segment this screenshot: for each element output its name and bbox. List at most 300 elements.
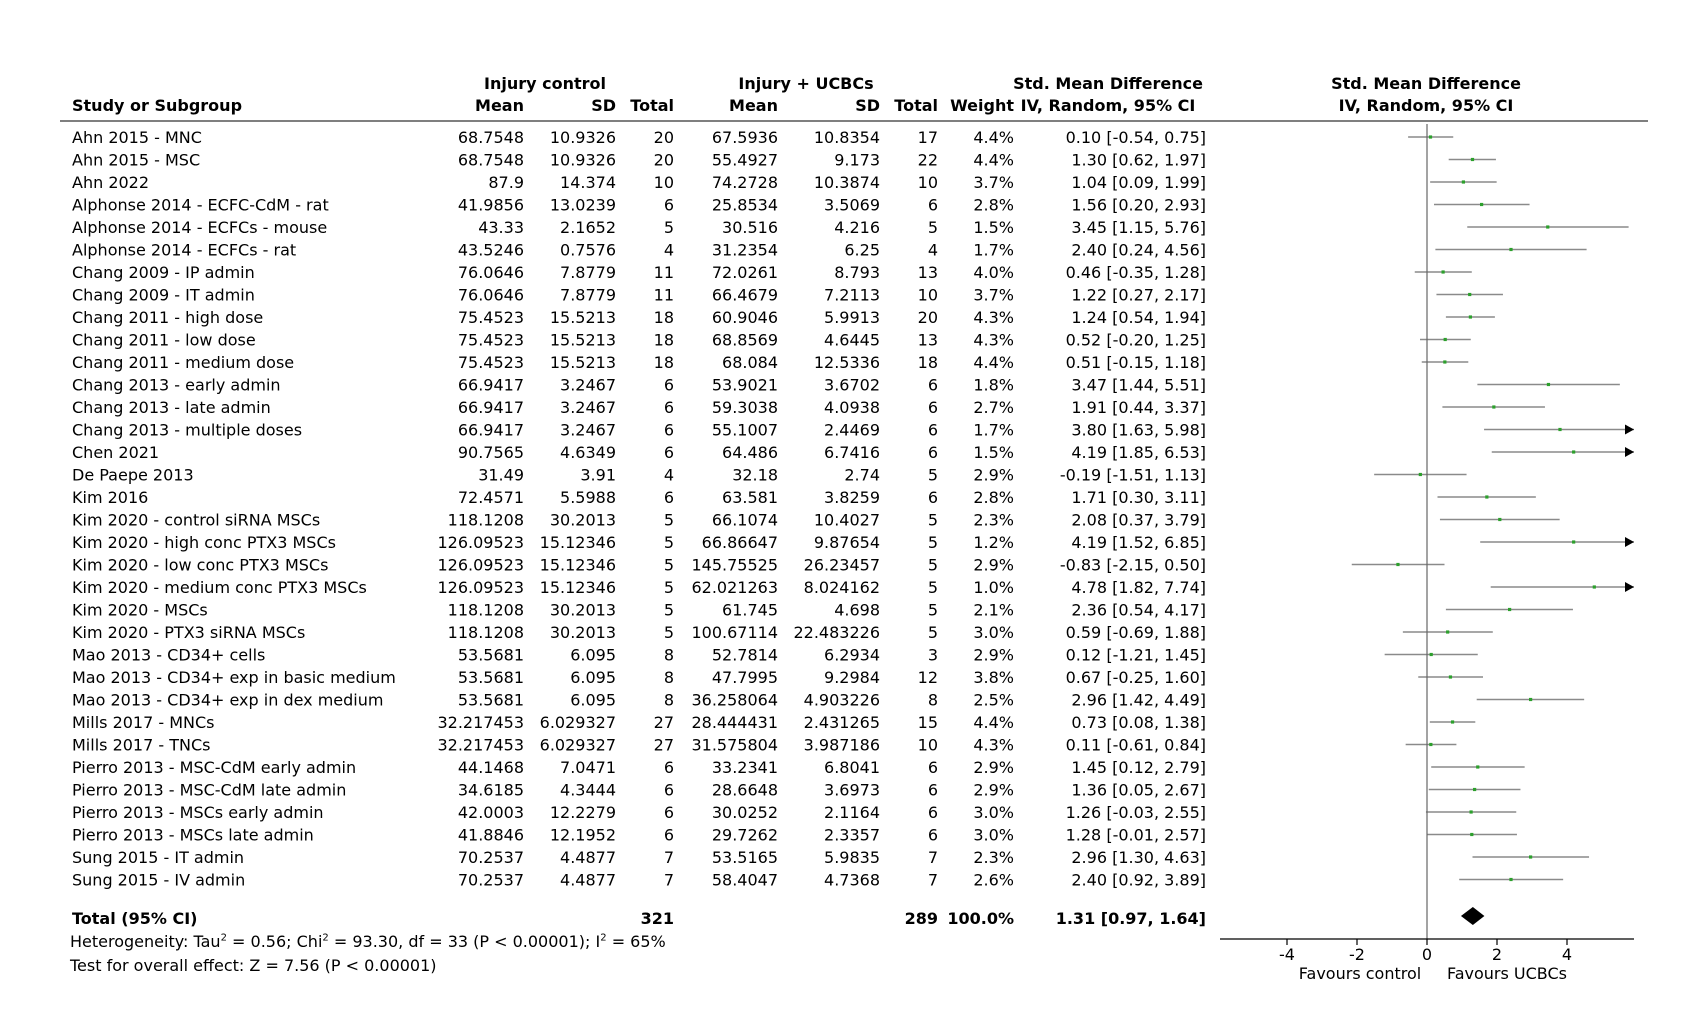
study-name: Mao 2013 - CD34+ cells (72, 645, 266, 665)
group2-total: 6 (927, 488, 938, 507)
group1-mean: 75.4523 (457, 330, 524, 350)
study-weight: 4.0% (973, 263, 1014, 282)
study-ci: 2.96 [1.42, 4.49] (1071, 690, 1206, 710)
group1-total: 8 (663, 645, 674, 665)
study-weight: 2.6% (973, 870, 1014, 890)
study-ci: 1.36 [0.05, 2.67] (1071, 780, 1206, 800)
group1-mean: 44.1468 (457, 758, 524, 777)
group1-total: 27 (653, 713, 674, 732)
point-estimate (1468, 293, 1471, 296)
group1-total: 6 (663, 488, 674, 507)
study-weight: 2.5% (973, 690, 1014, 710)
group1-mean: 42.0003 (457, 803, 524, 822)
group1-total: 27 (653, 735, 674, 755)
study-rows (72, 128, 1206, 890)
group1-total: 7 (663, 848, 674, 867)
total-weight: 100.0% (947, 909, 1014, 928)
study-weight: 2.3% (973, 510, 1014, 530)
group1-sd: 7.8779 (560, 285, 616, 305)
group1-mean: 118.1208 (447, 623, 524, 642)
point-estimate (1451, 720, 1454, 723)
group1-total: 18 (653, 330, 674, 350)
group1-mean: 72.4571 (457, 488, 524, 507)
group2-mean-header: Mean (729, 96, 778, 115)
study-ci: -0.83 [-2.15, 0.50] (1059, 555, 1206, 575)
total-n2: 289 (904, 909, 938, 928)
group2-sd: 9.2984 (824, 668, 880, 687)
group1-total: 6 (663, 758, 674, 777)
study-ci: 4.19 [1.85, 6.53] (1071, 443, 1206, 462)
study-weight: 3.7% (973, 285, 1014, 305)
group2-mean: 28.444431 (691, 713, 778, 732)
group1-sd: 5.5988 (560, 488, 616, 507)
group2-sd: 6.25 (844, 240, 880, 260)
plot-header-title: Std. Mean Difference (1331, 74, 1521, 93)
study-ci: 0.12 [-1.21, 1.45] (1065, 645, 1206, 665)
group2-sd: 4.216 (834, 218, 880, 237)
study-ci: 1.56 [0.20, 2.93] (1071, 195, 1206, 215)
group1-sd: 6.095 (570, 645, 616, 665)
group2-total: 15 (917, 713, 938, 732)
group2-mean: 31.575804 (691, 735, 778, 755)
study-ci: 1.91 [0.44, 3.37] (1071, 398, 1206, 417)
study-name: Alphonse 2014 - ECFCs - mouse (72, 218, 328, 237)
point-estimate (1462, 180, 1465, 183)
group1-total: 11 (653, 285, 674, 305)
study-column-header: Study or Subgroup (72, 96, 243, 115)
group2-mean: 31.2354 (711, 240, 778, 260)
group2-mean: 63.581 (722, 488, 778, 507)
group2-sd: 4.903226 (803, 690, 880, 710)
group2-mean: 59.3038 (711, 398, 778, 417)
group1-total: 11 (653, 263, 674, 282)
group2-total: 6 (927, 420, 938, 440)
group2-mean: 36.258064 (691, 690, 778, 710)
group1-sd: 12.2279 (549, 803, 616, 822)
study-weight: 3.0% (973, 803, 1014, 822)
xlabel-right: Favours UCBCs (1446, 964, 1568, 983)
group1-total: 18 (653, 353, 674, 372)
point-estimate (1529, 698, 1532, 701)
group1-mean: 53.5681 (457, 668, 524, 687)
group1-mean: 53.5681 (457, 645, 524, 665)
group2-sd: 2.431265 (803, 713, 880, 732)
point-estimate (1476, 765, 1479, 768)
point-estimate (1529, 855, 1532, 858)
group1-header: Injury control (484, 74, 606, 93)
group2-mean: 74.2728 (711, 173, 778, 192)
group2-total: 6 (927, 398, 938, 417)
group2-total: 5 (927, 218, 938, 237)
study-name: Pierro 2013 - MSC-CdM late admin (72, 780, 347, 800)
group1-sd: 12.1952 (549, 825, 616, 845)
point-estimate (1449, 675, 1452, 678)
group1-sd: 15.5213 (549, 353, 616, 372)
point-estimate (1470, 810, 1473, 813)
group1-total: 7 (663, 870, 674, 890)
study-ci: 0.51 [-0.15, 1.18] (1065, 353, 1206, 372)
group1-sd: 0.7576 (560, 240, 616, 260)
group2-sd: 10.3874 (813, 173, 880, 192)
study-ci: 0.52 [-0.20, 1.25] (1065, 330, 1206, 350)
study-ci: 0.73 [0.08, 1.38] (1071, 713, 1206, 732)
study-name: De Paepe 2013 (72, 465, 194, 485)
group2-mean: 72.0261 (711, 263, 778, 282)
group1-sd: 4.6349 (560, 443, 616, 462)
group2-total: 13 (917, 263, 938, 282)
study-ci: 0.46 [-0.35, 1.28] (1065, 263, 1206, 282)
group1-mean: 41.8846 (457, 825, 524, 845)
ci-arrow (1625, 582, 1634, 592)
group1-sd: 14.374 (560, 173, 616, 192)
group2-mean: 30.0252 (711, 803, 778, 822)
group2-sd: 6.8041 (824, 758, 880, 777)
group2-total: 5 (927, 465, 938, 485)
group1-mean: 126.09523 (437, 533, 524, 552)
group2-mean: 60.9046 (711, 308, 778, 327)
study-name: Chang 2011 - low dose (72, 330, 256, 350)
group2-mean: 47.7995 (711, 668, 778, 687)
study-ci: 3.80 [1.63, 5.98] (1071, 420, 1206, 440)
group1-mean: 87.9 (488, 173, 524, 192)
heterogeneity-text: Heterogeneity: Tau$^2$ = 0.56; Chi$^2$ = 93.30, df = 33 (P < 0.00001); $I^2 = 65\%$ (70, 932, 666, 951)
group2-sd: 3.5069 (824, 195, 880, 215)
group1-mean: 118.1208 (447, 600, 524, 620)
study-name: Chen 2021 (72, 443, 160, 462)
point-estimate (1492, 405, 1495, 408)
study-name: Chang 2013 - multiple doses (72, 420, 303, 440)
point-estimate (1471, 158, 1474, 161)
study-ci: 1.28 [-0.01, 2.57] (1065, 825, 1206, 845)
group1-sd: 6.095 (570, 668, 616, 687)
overall-effect-text: Test for overall effect: Z = 7.56 (P < 0.00001) (70, 956, 437, 975)
study-name: Mao 2013 - CD34+ exp in dex medium (72, 690, 384, 710)
group2-total: 6 (927, 195, 938, 215)
study-weight: 3.8% (973, 668, 1014, 687)
group1-sd: 15.5213 (549, 330, 616, 350)
group1-mean: 34.6185 (457, 780, 524, 800)
group1-total: 8 (663, 668, 674, 687)
weight-header: Weight (950, 96, 1014, 115)
effect-header-title: Std. Mean Difference (1013, 74, 1203, 93)
axis-tick-label: 0 (1421, 945, 1433, 964)
group2-sd: 10.8354 (813, 128, 880, 147)
group1-mean: 43.33 (478, 218, 524, 237)
study-name: Kim 2020 - low conc PTX3 MSCs (72, 555, 329, 575)
group2-mean: 67.5936 (711, 128, 778, 147)
group1-sd: 15.12346 (539, 533, 616, 552)
group2-total: 6 (927, 758, 938, 777)
group2-header: Injury + UCBCs (738, 74, 874, 93)
study-name: Mills 2017 - TNCs (72, 735, 211, 755)
group1-mean: 68.7548 (457, 150, 524, 170)
group2-sd: 8.024162 (803, 578, 880, 597)
group2-total: 6 (927, 803, 938, 822)
group1-total: 5 (663, 578, 674, 597)
study-ci: 1.30 [0.62, 1.97] (1071, 150, 1206, 170)
group2-total: 7 (927, 848, 938, 867)
group1-total: 5 (663, 555, 674, 575)
study-ci: 1.22 [0.27, 2.17] (1071, 285, 1206, 305)
study-weight: 1.2% (973, 533, 1014, 552)
group2-sd: 9.173 (834, 150, 880, 170)
group2-total: 5 (927, 533, 938, 552)
study-name: Pierro 2013 - MSCs late admin (72, 825, 314, 845)
plot-header-method: IV, Random, 95% CI (1338, 96, 1514, 115)
group1-sd: 7.0471 (560, 758, 616, 777)
group2-sd: 12.5336 (813, 353, 880, 372)
group1-total: 6 (663, 398, 674, 417)
point-estimate (1444, 338, 1447, 341)
group2-mean: 62.021263 (691, 578, 778, 597)
group1-sd: 6.029327 (539, 735, 616, 755)
total-n1: 321 (640, 909, 674, 928)
group2-mean: 55.4927 (711, 150, 778, 170)
study-ci: 2.40 [0.92, 3.89] (1071, 870, 1206, 890)
study-weight: 1.7% (973, 240, 1014, 260)
group2-sd: 7.2113 (824, 285, 880, 305)
group2-sd: 3.6702 (824, 375, 880, 395)
group1-total: 18 (653, 308, 674, 327)
group2-sd: 8.793 (834, 263, 880, 282)
point-estimate (1508, 608, 1511, 611)
study-weight: 2.9% (973, 555, 1014, 575)
group2-total: 5 (927, 555, 938, 575)
study-name: Ahn 2015 - MSC (72, 150, 201, 170)
group2-mean: 25.8534 (711, 195, 778, 215)
study-weight: 2.9% (973, 780, 1014, 800)
group1-mean: 66.9417 (457, 420, 524, 440)
total-label: Total (95% CI) (72, 909, 198, 928)
study-ci: -0.19 [-1.51, 1.13] (1059, 465, 1206, 485)
group1-total: 6 (663, 443, 674, 462)
study-ci: 0.59 [-0.69, 1.88] (1065, 623, 1206, 642)
group2-total: 5 (927, 600, 938, 620)
total-ci: 1.31 [0.97, 1.64] (1055, 909, 1206, 928)
group2-total: 5 (927, 510, 938, 530)
study-ci: 2.36 [0.54, 4.17] (1071, 600, 1206, 620)
study-weight: 2.9% (973, 465, 1014, 485)
x-axis (1220, 939, 1634, 964)
group2-total: 20 (917, 308, 938, 327)
study-weight: 2.3% (973, 848, 1014, 867)
group1-total: 4 (663, 465, 674, 485)
study-ci: 2.40 [0.24, 4.56] (1071, 240, 1206, 260)
study-weight: 2.1% (973, 600, 1014, 620)
group1-mean: 70.2537 (457, 848, 524, 867)
study-weight: 1.5% (973, 443, 1014, 462)
group2-mean: 32.18 (732, 465, 778, 485)
point-estimate (1443, 360, 1446, 363)
group1-mean: 32.217453 (437, 735, 524, 755)
group1-sd: 3.91 (580, 465, 616, 485)
group2-mean: 145.75525 (691, 555, 778, 575)
study-weight: 1.5% (973, 218, 1014, 237)
group1-total: 6 (663, 780, 674, 800)
study-weight: 4.4% (973, 150, 1014, 170)
group2-sd: 2.74 (844, 465, 880, 485)
group2-sd: 10.4027 (813, 510, 880, 530)
group1-sd: 7.8779 (560, 263, 616, 282)
study-ci: 1.45 [0.12, 2.79] (1071, 758, 1206, 777)
study-ci: 0.10 [-0.54, 0.75] (1065, 128, 1206, 147)
group2-total: 5 (927, 578, 938, 597)
point-estimate (1498, 518, 1501, 521)
group1-mean: 32.217453 (437, 713, 524, 732)
group2-sd: 26.23457 (803, 555, 880, 575)
point-estimate (1419, 473, 1422, 476)
group1-total: 6 (663, 420, 674, 440)
group1-sd: 10.9326 (549, 150, 616, 170)
study-weight: 3.7% (973, 173, 1014, 192)
point-estimate (1593, 585, 1596, 588)
group2-total: 10 (917, 735, 938, 755)
group2-mean: 100.67114 (691, 623, 778, 642)
group2-total: 7 (927, 870, 938, 890)
group1-mean: 75.4523 (457, 353, 524, 372)
group2-sd: 5.9913 (824, 308, 880, 327)
group2-sd: 2.1164 (824, 803, 880, 822)
group2-mean: 68.084 (722, 353, 778, 372)
ci-arrow (1625, 537, 1634, 547)
study-name: Sung 2015 - IV admin (72, 870, 246, 890)
group1-total: 6 (663, 825, 674, 845)
group1-total: 10 (653, 173, 674, 192)
group1-mean: 31.49 (478, 465, 524, 485)
study-ci: 1.24 [0.54, 1.94] (1071, 308, 1206, 327)
study-weight: 2.9% (973, 758, 1014, 777)
group2-total: 18 (917, 353, 938, 372)
point-estimate (1480, 203, 1483, 206)
study-name: Chang 2011 - high dose (72, 308, 264, 327)
study-name: Chang 2009 - IP admin (72, 263, 255, 282)
group1-sd: 6.095 (570, 690, 616, 710)
study-name: Chang 2013 - late admin (72, 398, 271, 417)
group2-mean: 64.486 (722, 443, 778, 462)
study-weight: 2.8% (973, 488, 1014, 507)
point-estimate (1469, 315, 1472, 318)
study-name: Sung 2015 - IT admin (72, 848, 245, 867)
plot-marks (1352, 124, 1634, 939)
study-ci: 4.78 [1.82, 7.74] (1071, 578, 1206, 597)
study-weight: 4.4% (973, 128, 1014, 147)
group2-sd: 9.87654 (813, 533, 880, 552)
group1-sd: 4.4877 (560, 848, 616, 867)
group1-mean: 118.1208 (447, 510, 524, 530)
study-weight: 3.0% (973, 623, 1014, 642)
group1-sd: 13.0239 (549, 195, 616, 215)
group1-mean: 90.7565 (457, 443, 524, 462)
study-name: Chang 2011 - medium dose (72, 353, 295, 372)
group1-sd: 30.2013 (549, 623, 616, 642)
group1-total: 6 (663, 803, 674, 822)
summary-diamond (1461, 907, 1484, 925)
group2-mean: 33.2341 (711, 758, 778, 777)
effect-header-method: IV, Random, 95% CI (1020, 96, 1196, 115)
group1-total: 5 (663, 218, 674, 237)
group2-mean: 61.745 (722, 600, 778, 620)
point-estimate (1546, 225, 1549, 228)
xlabel-left: Favours control (1298, 964, 1422, 983)
group1-mean: 66.9417 (457, 375, 524, 395)
study-ci: 1.04 [0.09, 1.99] (1071, 173, 1206, 192)
point-estimate (1485, 495, 1488, 498)
point-estimate (1547, 383, 1550, 386)
study-name: Kim 2020 - MSCs (72, 600, 208, 620)
study-ci: 4.19 [1.52, 6.85] (1071, 533, 1206, 552)
group2-sd: 6.7416 (824, 443, 880, 462)
study-name: Ahn 2022 (72, 173, 150, 192)
study-ci: 1.71 [0.30, 3.11] (1071, 488, 1206, 507)
study-weight: 1.0% (973, 578, 1014, 597)
study-weight: 2.8% (973, 195, 1014, 215)
study-name: Kim 2020 - control siRNA MSCs (72, 510, 321, 530)
study-name: Kim 2020 - high conc PTX3 MSCs (72, 533, 336, 552)
study-name: Pierro 2013 - MSC-CdM early admin (72, 758, 357, 777)
group1-sd: 30.2013 (549, 600, 616, 620)
group1-mean: 76.0646 (457, 263, 524, 282)
study-ci: 3.45 [1.15, 5.76] (1071, 218, 1206, 237)
group1-mean: 53.5681 (457, 690, 524, 710)
study-name: Mao 2013 - CD34+ exp in basic medium (72, 668, 396, 687)
study-weight: 2.9% (973, 645, 1014, 665)
group1-sd-header: SD (591, 96, 616, 115)
group2-total: 22 (917, 150, 938, 170)
axis-tick-label: 2 (1491, 945, 1503, 964)
point-estimate (1509, 878, 1512, 881)
axis-tick-label: -2 (1349, 945, 1365, 964)
group2-mean: 66.1074 (711, 510, 778, 530)
study-weight: 4.4% (973, 353, 1014, 372)
study-name: Alphonse 2014 - ECFCs - rat (72, 240, 297, 260)
group2-sd: 2.3357 (824, 825, 880, 845)
ci-arrow (1625, 447, 1634, 457)
group2-total: 8 (927, 690, 938, 710)
group2-total: 10 (917, 285, 938, 305)
point-estimate (1572, 540, 1575, 543)
study-name: Kim 2016 (72, 488, 149, 507)
group2-mean: 28.6648 (711, 780, 778, 800)
point-estimate (1572, 450, 1575, 453)
point-estimate (1446, 630, 1449, 633)
group2-mean: 29.7262 (711, 825, 778, 845)
study-weight: 4.3% (973, 308, 1014, 327)
group1-total: 5 (663, 623, 674, 642)
group2-sd: 2.4469 (824, 420, 880, 440)
point-estimate (1396, 563, 1399, 566)
group1-sd: 30.2013 (549, 510, 616, 530)
group1-mean: 76.0646 (457, 285, 524, 305)
study-name: Chang 2009 - IT admin (72, 285, 255, 305)
group2-mean: 66.86647 (701, 533, 778, 552)
group2-total: 3 (927, 645, 938, 665)
study-weight: 2.7% (973, 398, 1014, 417)
group2-sd: 22.483226 (793, 623, 880, 642)
study-name: Kim 2020 - medium conc PTX3 MSCs (72, 578, 367, 597)
study-name: Alphonse 2014 - ECFC-CdM - rat (72, 195, 329, 215)
group1-sd: 3.2467 (560, 398, 616, 417)
group2-sd: 6.2934 (824, 645, 880, 665)
group1-sd: 2.1652 (560, 218, 616, 237)
study-weight: 1.8% (973, 375, 1014, 395)
study-name: Kim 2020 - PTX3 siRNA MSCs (72, 623, 306, 642)
group1-total: 20 (653, 150, 674, 170)
group1-mean: 41.9856 (457, 195, 524, 215)
point-estimate (1509, 248, 1512, 251)
group1-sd: 3.2467 (560, 420, 616, 440)
group1-sd: 6.029327 (539, 713, 616, 732)
study-name: Ahn 2015 - MNC (72, 128, 202, 147)
